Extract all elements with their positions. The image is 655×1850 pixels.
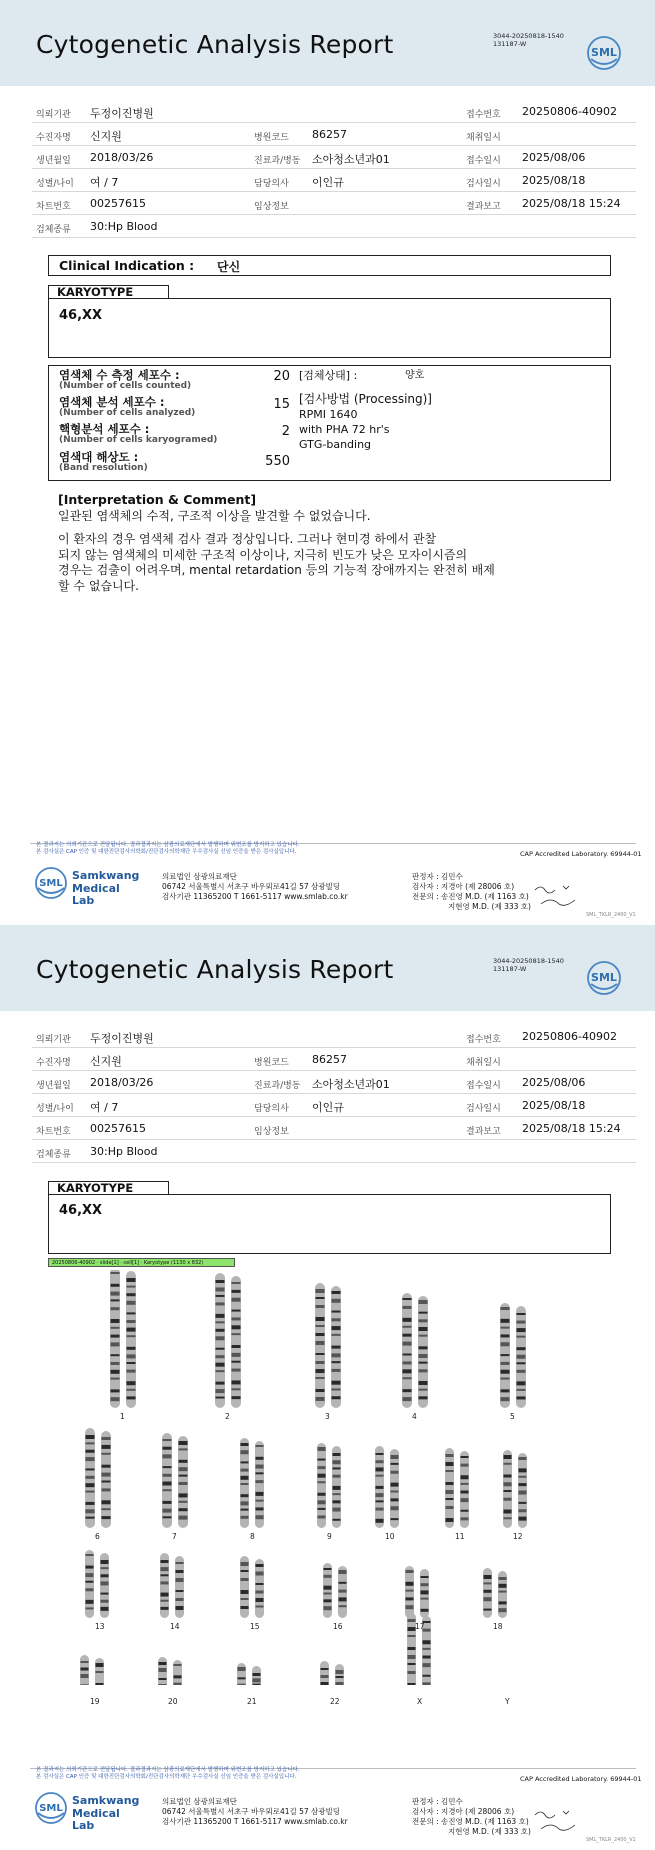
chromosome-label: 8 (250, 1532, 255, 1541)
cells-counted-label (59, 370, 191, 392)
brand-line: Medical Lab (72, 882, 120, 907)
name-label: 수진자명 (36, 1058, 71, 1068)
address-line: 의료법인 삼광의료재단 (162, 872, 237, 881)
interpretation-line: 경우는 검출이 어려우며, mental retardation 등의 기능적 장애까지는 완전히 배제 (58, 563, 495, 577)
chromosome-label: 9 (327, 1532, 332, 1541)
received-label: 접수일시 (466, 1081, 501, 1091)
footer-note-line: 본 검사실은 CAP 인증 및 대한진단검사의학회/진단검사의학재단 우수검사실 신임 인증을 받은 검사실입니다. (36, 1774, 297, 1780)
chromosome-label: 16 (333, 1622, 343, 1631)
chromosome-12-b (518, 1453, 527, 1528)
clinical-label: 임상정보 (254, 1127, 289, 1137)
report-title: Cytogenetic Analysis Report (36, 955, 394, 984)
chromosome-6-a (85, 1428, 95, 1528)
name-value: 신지원 (90, 130, 122, 143)
collect-label: 채취일시 (466, 133, 501, 143)
karyotype-tab (48, 1181, 169, 1194)
cells-karyogramed-label (59, 424, 217, 446)
info-row (32, 215, 636, 238)
signature-line: 검사자 : 지경아 (제 28006 호) (412, 1807, 515, 1816)
chromosome-10-a (375, 1446, 384, 1528)
chromosome-3-a (315, 1283, 325, 1408)
footer-signatures (412, 872, 531, 912)
doctor-value: 이인규 (312, 1101, 344, 1114)
patient-info (32, 100, 636, 238)
chromosome-15-a (240, 1556, 249, 1618)
chart-label: 차트번호 (36, 202, 71, 212)
chromosome-19-b (95, 1658, 104, 1685)
brand-line: Medical Lab (72, 1807, 120, 1832)
chromosome-1-a (110, 1270, 120, 1408)
info-row (32, 1048, 636, 1071)
chromosome-label: 22 (330, 1697, 340, 1706)
brand-line: Samkwang (72, 869, 140, 882)
info-row (32, 100, 636, 123)
brand-line: Samkwang (72, 1794, 140, 1807)
clinical-indication-box (48, 255, 611, 276)
karyotype-label: KARYOTYPE (57, 285, 134, 299)
info-row (32, 1117, 636, 1140)
accession-label: 접수번호 (466, 1035, 501, 1045)
chromosome-6-b (101, 1431, 111, 1528)
method-line: with PHA 72 hr's (299, 423, 390, 436)
cells-counted-title: 염색체 수 측정 세포수 : (59, 368, 180, 382)
chromosome-label: Y (505, 1697, 510, 1706)
cap-accreditation: CAP Accredited Laboratory. 69944-01 (520, 1775, 642, 1783)
chromosome-16-b (338, 1566, 347, 1618)
tested-value: 2025/08/18 (522, 1099, 586, 1112)
footer-note (36, 842, 300, 856)
footer-note-line: 본 결과지는 의뢰기관으로 전달됩니다. 결과결과지는 삼광의료재단에서 발행하며 위변조를 방지하고 있습니다. (36, 1767, 300, 1773)
sex-age-value: 여 / 7 (90, 176, 119, 189)
accession-value: 20250806-40902 (522, 105, 617, 118)
sex-age-label: 성별/나이 (36, 1104, 74, 1114)
method-label: [검사방법 (Processing)] (299, 392, 432, 406)
chromosome-label: 7 (172, 1532, 177, 1541)
chromosome-label: 2 (225, 1412, 230, 1421)
result-value: 2025/08/18 15:24 (522, 197, 621, 210)
sml-logo (586, 960, 622, 996)
chromosome-13-b (100, 1553, 109, 1618)
cells-counted-sub: (Number of cells counted) (59, 381, 192, 391)
version-code: SML_TKLR_2400_V1 (586, 1837, 636, 1843)
chromosome-label: 6 (95, 1532, 100, 1541)
report-code-line: 3044-20250818-1540 (493, 32, 564, 40)
chromosome-20-b (173, 1660, 182, 1685)
footer-address (162, 872, 348, 902)
chromosome-8-a (240, 1438, 249, 1528)
cells-analyzed-title: 염색체 분석 세포수 : (59, 395, 165, 409)
sml-logo (586, 35, 622, 71)
chromosome-5-b (516, 1306, 526, 1408)
report-header (0, 0, 655, 86)
chromosome-18-b (498, 1571, 507, 1618)
info-row (32, 146, 636, 169)
chromosome-4-b (418, 1296, 428, 1408)
interpretation-line: 이 환자의 경우 염색체 검사 결과 정상입니다. 그러나 현미경 하에서 관찰 (58, 532, 437, 546)
chromosome-16-a (323, 1563, 332, 1618)
chart-value: 00257615 (90, 1122, 146, 1135)
chromosome-label: 3 (325, 1412, 330, 1421)
chromosome-20-a (158, 1657, 167, 1685)
chromosome-2-a (215, 1273, 225, 1408)
handwritten-signature (533, 880, 593, 910)
hospital-label: 의뢰기관 (36, 1035, 71, 1045)
address-line: 검사기관 11365200 T 1661-5117 www.smlab.co.kr (162, 1817, 348, 1826)
info-row (32, 169, 636, 192)
report-code (493, 32, 564, 48)
report-page-2 (0, 925, 655, 1850)
chromosome-label: 21 (247, 1697, 257, 1706)
dept-label: 진료과/병동 (254, 1081, 301, 1091)
specimen-status-label: [검체상태] : (299, 369, 358, 382)
chromosome-label: 5 (510, 1412, 515, 1421)
chromosome-2-b (231, 1276, 241, 1408)
report-code (493, 957, 564, 973)
band-resolution-sub: (Band resolution) (59, 463, 148, 473)
tested-label: 검사일시 (466, 1104, 501, 1114)
hospital-code-label: 병원코드 (254, 1058, 289, 1068)
received-value: 2025/08/06 (522, 151, 586, 164)
footer-brand (34, 864, 144, 906)
sex-age-value: 여 / 7 (90, 1101, 119, 1114)
chromosome-14-b (175, 1556, 184, 1618)
dob-value: 2018/03/26 (90, 151, 154, 164)
chromosome-9-a (317, 1443, 326, 1528)
cells-analyzed-sub: (Number of cells analyzed) (59, 408, 196, 418)
specimen-label: 검체종류 (36, 1150, 71, 1160)
chromosome-label: 17 (415, 1622, 425, 1631)
name-label: 수진자명 (36, 133, 71, 143)
clinical-indication-label: Clinical Indication : (59, 258, 195, 273)
chromosome-8-b (255, 1441, 264, 1528)
chromosome-21-b (252, 1666, 261, 1685)
svg-text:SML: SML (591, 46, 617, 59)
hospital-value: 두정이진병원 (90, 107, 154, 120)
address-line: 검사기관 11365200 T 1661-5117 www.smlab.co.kr (162, 892, 348, 901)
band-resolution-title: 염색대 해상도 : (59, 450, 139, 464)
footer-sml-logo (34, 1791, 68, 1825)
cells-analyzed-value: 15 (273, 397, 290, 412)
chart-value: 00257615 (90, 197, 146, 210)
chromosome-label: 4 (412, 1412, 417, 1421)
karyotype-label: KARYOTYPE (57, 1181, 134, 1195)
karyogram-caption: 20250806-40902 · slide[1] · cell[1] · Karyotype (1130 x 832) (48, 1258, 235, 1267)
signature-line: 판정자 : 김민수 (412, 872, 463, 881)
doctor-value: 이인규 (312, 176, 344, 189)
info-row (32, 1025, 636, 1048)
karyotype-value: 46,XX (59, 1203, 103, 1218)
hospital-code-value: 86257 (312, 128, 347, 141)
chromosome-19-a (80, 1655, 89, 1685)
chromosome-label: 13 (95, 1622, 105, 1631)
report-title: Cytogenetic Analysis Report (36, 30, 394, 59)
chromosome-label: 14 (170, 1622, 180, 1631)
info-row (32, 1094, 636, 1117)
chromosome-17-a (405, 1566, 414, 1618)
chromosome-7-a (162, 1433, 172, 1528)
chromosome-11-b (460, 1451, 469, 1528)
dob-label: 생년월일 (36, 1081, 71, 1091)
doctor-label: 담당의사 (254, 1104, 289, 1114)
info-row (32, 123, 636, 146)
band-resolution-label (59, 452, 148, 474)
address-line: 06742 서울특별시 서초구 바우뫼로41길 57 삼광빌딩 (162, 1807, 341, 1816)
signature-line: 검사자 : 지경아 (제 28006 호) (412, 882, 515, 891)
address-line: 06742 서울특별시 서초구 바우뫼로41길 57 삼광빌딩 (162, 882, 341, 891)
chromosome-9-b (332, 1446, 341, 1528)
footer-note-line: 본 검사실은 CAP 인증 및 대한진단검사의학회/진단검사의학재단 우수검사실 신임 인증을 받은 검사실입니다. (36, 849, 297, 855)
hospital-code-value: 86257 (312, 1053, 347, 1066)
chromosome-13-a (85, 1550, 94, 1618)
hospital-value: 두정이진병원 (90, 1032, 154, 1045)
clinical-indication-value: 단신 (217, 260, 241, 274)
chromosome-17-b (420, 1569, 429, 1618)
accession-label: 접수번호 (466, 110, 501, 120)
chart-label: 차트번호 (36, 1127, 71, 1137)
handwritten-signature (533, 1805, 593, 1835)
dept-value: 소아청소년과01 (312, 153, 390, 166)
specimen-label: 검체종류 (36, 225, 71, 235)
chromosome-4-a (402, 1293, 412, 1408)
signature-line: 지현영 M.D. (제 333 호) (448, 902, 531, 911)
info-row (32, 1071, 636, 1094)
chromosome-label: 11 (455, 1532, 465, 1541)
collect-label: 채취일시 (466, 1058, 501, 1068)
report-code-line: 131187-W (493, 40, 527, 48)
karyotype-value: 46,XX (59, 308, 103, 323)
cells-karyogramed-title: 핵형분석 세포수 : (59, 422, 150, 436)
chromosome-12-a (503, 1450, 512, 1528)
signature-line: 판정자 : 김민수 (412, 1797, 463, 1806)
received-label: 접수일시 (466, 156, 501, 166)
doctor-label: 담당의사 (254, 179, 289, 189)
accession-value: 20250806-40902 (522, 1030, 617, 1043)
chromosome-22-b (335, 1664, 344, 1685)
patient-info (32, 1025, 636, 1163)
chromosome-14-a (160, 1553, 169, 1618)
version-code: SML_TKLR_2400_V1 (586, 912, 636, 918)
report-header (0, 925, 655, 1011)
svg-text:SML: SML (39, 1803, 63, 1814)
tested-label: 검사일시 (466, 179, 501, 189)
chromosome-22-a (320, 1661, 329, 1685)
specimen-status-value: 양호 (405, 370, 425, 381)
dept-label: 진료과/병동 (254, 156, 301, 166)
result-value: 2025/08/18 15:24 (522, 1122, 621, 1135)
chromosome-label: 18 (493, 1622, 503, 1631)
method-line: RPMI 1640 (299, 408, 358, 421)
method-line: GTG-banding (299, 438, 372, 451)
interpretation-line: 할 수 없습니다. (58, 578, 139, 593)
chromosome-label: 19 (90, 1697, 100, 1706)
footer-signatures (412, 1797, 531, 1837)
chromosome-18-a (483, 1568, 492, 1618)
footer-sml-logo (34, 866, 68, 900)
chromosome-label: X (417, 1697, 423, 1706)
tested-value: 2025/08/18 (522, 174, 586, 187)
signature-line: 전문의 : 송진영 M.D. (제 1163 호) (412, 892, 529, 901)
karyotype-tab (48, 285, 169, 298)
chromosome-label: 20 (168, 1697, 178, 1706)
cells-counted-value: 20 (273, 369, 290, 384)
chromosome-label: 1 (120, 1412, 125, 1421)
band-resolution-value: 550 (265, 454, 290, 469)
interpretation-line: 일관된 염색체의 수적, 구조적 이상을 발견할 수 없었습니다. (58, 508, 371, 523)
chromosome-21-a (237, 1663, 246, 1685)
result-label: 결과보고 (466, 1127, 501, 1137)
karyotype-box (48, 298, 611, 358)
karyotype-box (48, 1194, 611, 1254)
report-code-line: 3044-20250818-1540 (493, 957, 564, 965)
cap-accreditation: CAP Accredited Laboratory. 69944-01 (520, 850, 642, 858)
info-row (32, 1140, 636, 1163)
chromosome-label: 10 (385, 1532, 395, 1541)
chromosome-label: 15 (250, 1622, 260, 1631)
sex-age-label: 성별/나이 (36, 179, 74, 189)
cells-analyzed-label (59, 397, 195, 419)
svg-text:SML: SML (39, 878, 63, 889)
result-label: 결과보고 (466, 202, 501, 212)
svg-text:SML: SML (591, 971, 617, 984)
hospital-label: 의뢰기관 (36, 110, 71, 120)
specimen-value: 30:Hp Blood (90, 220, 158, 233)
dob-value: 2018/03/26 (90, 1076, 154, 1089)
hospital-code-label: 병원코드 (254, 133, 289, 143)
chromosome-5-a (500, 1303, 510, 1408)
cell-stats-box (48, 365, 611, 481)
cells-karyogramed-value: 2 (281, 424, 290, 439)
chromosome-15-b (255, 1559, 264, 1618)
footer-note-line: 본 결과지는 의뢰기관으로 전달됩니다. 결과결과지는 삼광의료재단에서 발행하며 위변조를 방지하고 있습니다. (36, 842, 300, 848)
interpretation (58, 492, 598, 594)
chromosome-11-a (445, 1448, 454, 1528)
specimen-value: 30:Hp Blood (90, 1145, 158, 1158)
footer-address (162, 1797, 348, 1827)
chromosome-10-b (390, 1449, 399, 1528)
dob-label: 생년월일 (36, 156, 71, 166)
received-value: 2025/08/06 (522, 1076, 586, 1089)
interpretation-heading: [Interpretation & Comment] (58, 492, 257, 507)
chromosome-7-b (178, 1436, 188, 1528)
dept-value: 소아청소년과01 (312, 1078, 390, 1091)
info-row (32, 192, 636, 215)
report-code-line: 131187-W (493, 965, 527, 973)
footer-note (36, 1767, 300, 1781)
chromosome-3-b (331, 1286, 341, 1408)
clinical-label: 임상정보 (254, 202, 289, 212)
name-value: 신지원 (90, 1055, 122, 1068)
chromosome-1-b (126, 1271, 136, 1408)
signature-line: 전문의 : 송진영 M.D. (제 1163 호) (412, 1817, 529, 1826)
chromosome-label: 12 (513, 1532, 523, 1541)
signature-line: 지현영 M.D. (제 333 호) (448, 1827, 531, 1836)
footer-brand (34, 1789, 144, 1831)
cells-karyogramed-sub: (Number of cells karyogramed) (59, 435, 218, 445)
address-line: 의료법인 삼광의료재단 (162, 1797, 237, 1806)
interpretation-line: 되지 않는 염색체의 미세한 구조적 이상이나, 지극히 빈도가 낮은 모자이시즘의 (58, 547, 468, 562)
